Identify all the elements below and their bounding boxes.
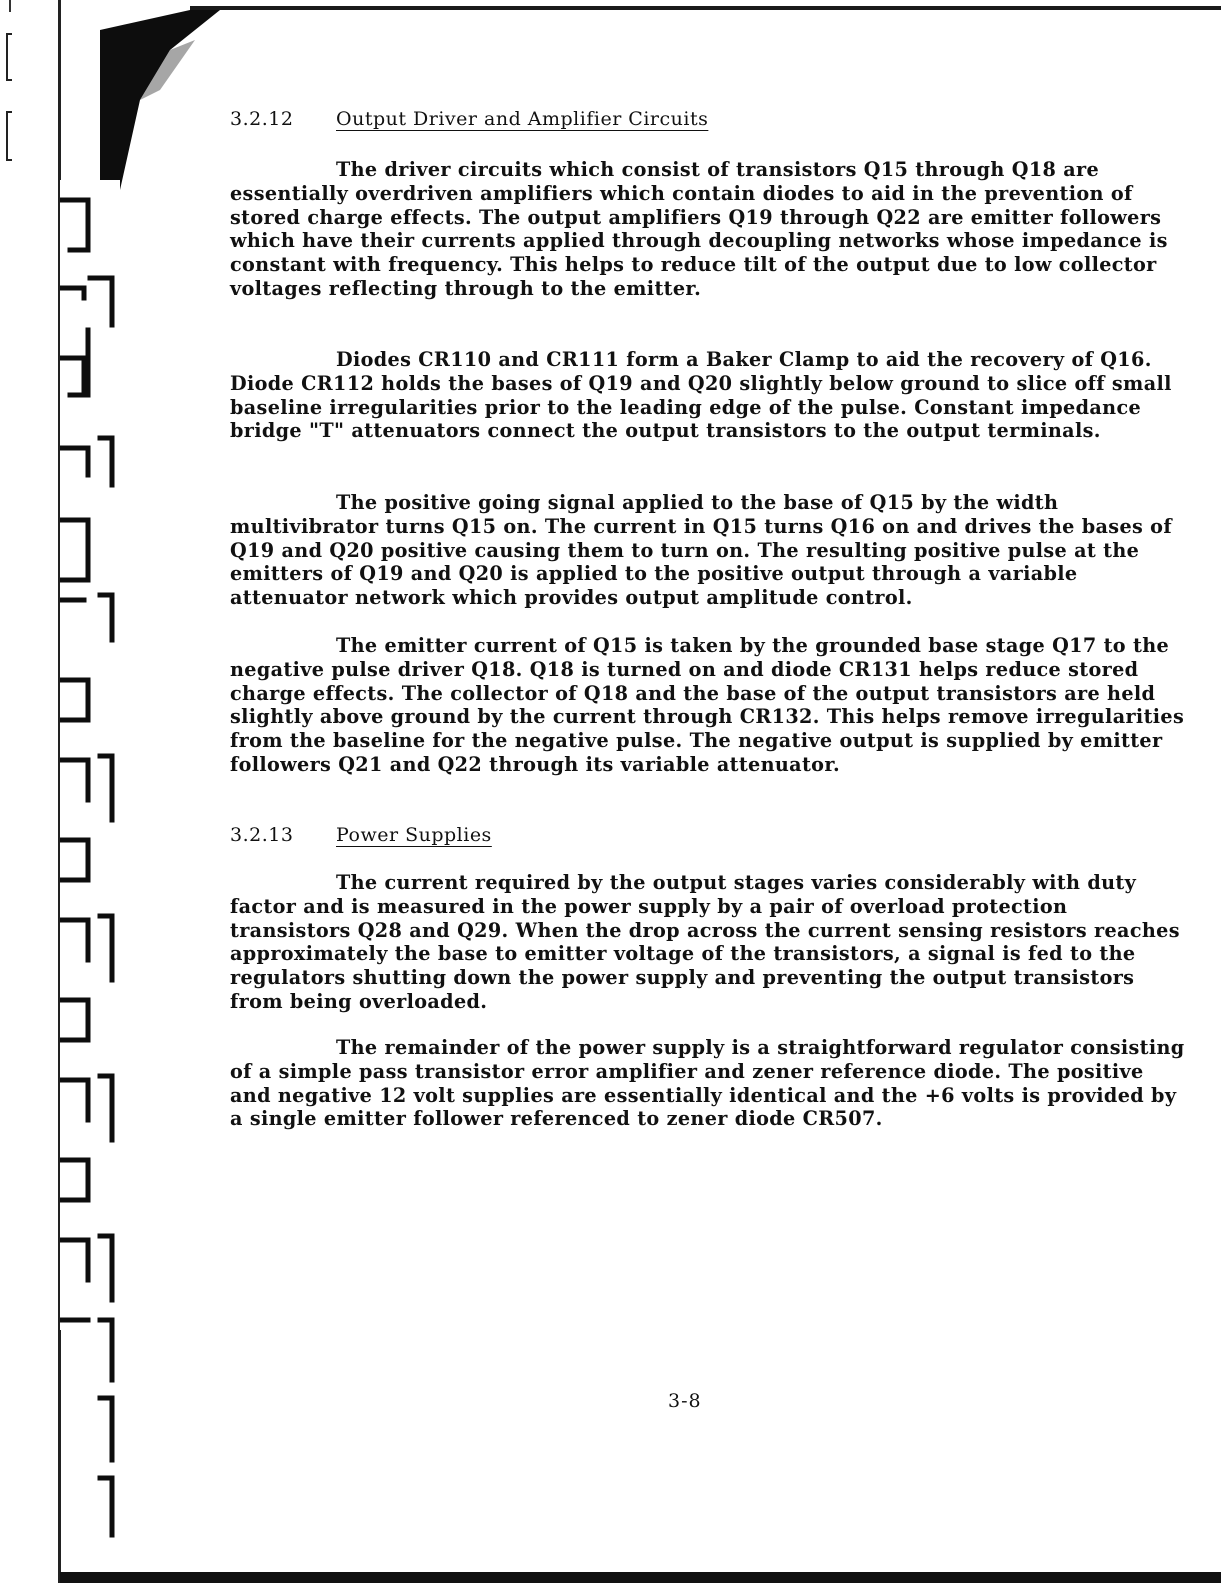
section-heading (230, 108, 708, 130)
paragraph: The current required by the output stages varies considerably with duty factor and is measured in the power supply by a pair of overload protection transistors Q28 and Q29. When the drop across the current sensing resistors reaches approximately the base to emitter voltage of the transistors, a signal is fed to the regulators shutting down the power supply and preventing the output transistors from being overloaded. (230, 871, 1180, 1013)
section-number: 3.2.12 (230, 108, 294, 130)
binding-spiral (60, 180, 130, 1540)
section-title: Power Supplies (336, 824, 492, 846)
paragraph: The remainder of the power supply is a straightforward regulator consisting of a simple pass transistor error amplifier and zener reference diode. The positive and negative 12 volt supplies are essentially identical and the +6 volts is provided by a single emitter follower referenced to zener diode CR507. (230, 1036, 1185, 1131)
paragraph: The driver circuits which consist of transistors Q15 through Q18 are essentially overdriven amplifiers which contain diodes to aid in the prevention of stored charge effects. The output amplifiers Q19 through Q22 are emitter followers which have their currents applied through decoupling networks whose impedance is constant with frequency. This helps to reduce tilt of the output due to low collector voltages reflecting through to the emitter. (230, 158, 1168, 300)
scan-corner-shadow (100, 10, 220, 190)
paragraph: Diodes CR110 and CR111 form a Baker Clamp to aid the recovery of Q16. Diode CR112 holds the bases of Q19 and Q20 slightly below ground to slice off small baseline irregularities prior to the leading edge of the pulse. Constant impedance bridge "T" attenuators connect the output transistors to the output terminals. (230, 348, 1172, 443)
paragraph: The positive going signal applied to the base of Q15 by the width multivibrator turns Q15 on. The current in Q15 turns Q16 on and drives the bases of Q19 and Q20 positive causing them to turn on. The resulting positive pulse at the emitters of Q19 and Q20 is applied to the positive output through a variable attenuator network which provides output amplitude control. (230, 491, 1172, 610)
scan-top-border (190, 0, 1221, 16)
scan-bottom-border (60, 1572, 1221, 1583)
paragraph: The emitter current of Q15 is taken by the grounded base stage Q17 to the negative pulse driver Q18. Q18 is turned on and diode CR131 helps reduce stored charge effects. The collector of Q18 and the base of the output transistors are held slightly above ground by the current through CR132. This helps remove irregularities from the baseline for the negative pulse. The negative output is supplied by emitter followers Q21 and Q22 through its variable attenuator. (230, 634, 1185, 776)
section-number: 3.2.13 (230, 824, 294, 846)
section-heading (230, 824, 492, 846)
section-title: Output Driver and Amplifier Circuits (336, 108, 709, 130)
edge-marks (0, 0, 20, 200)
page-number: 3-8 (668, 1390, 702, 1412)
